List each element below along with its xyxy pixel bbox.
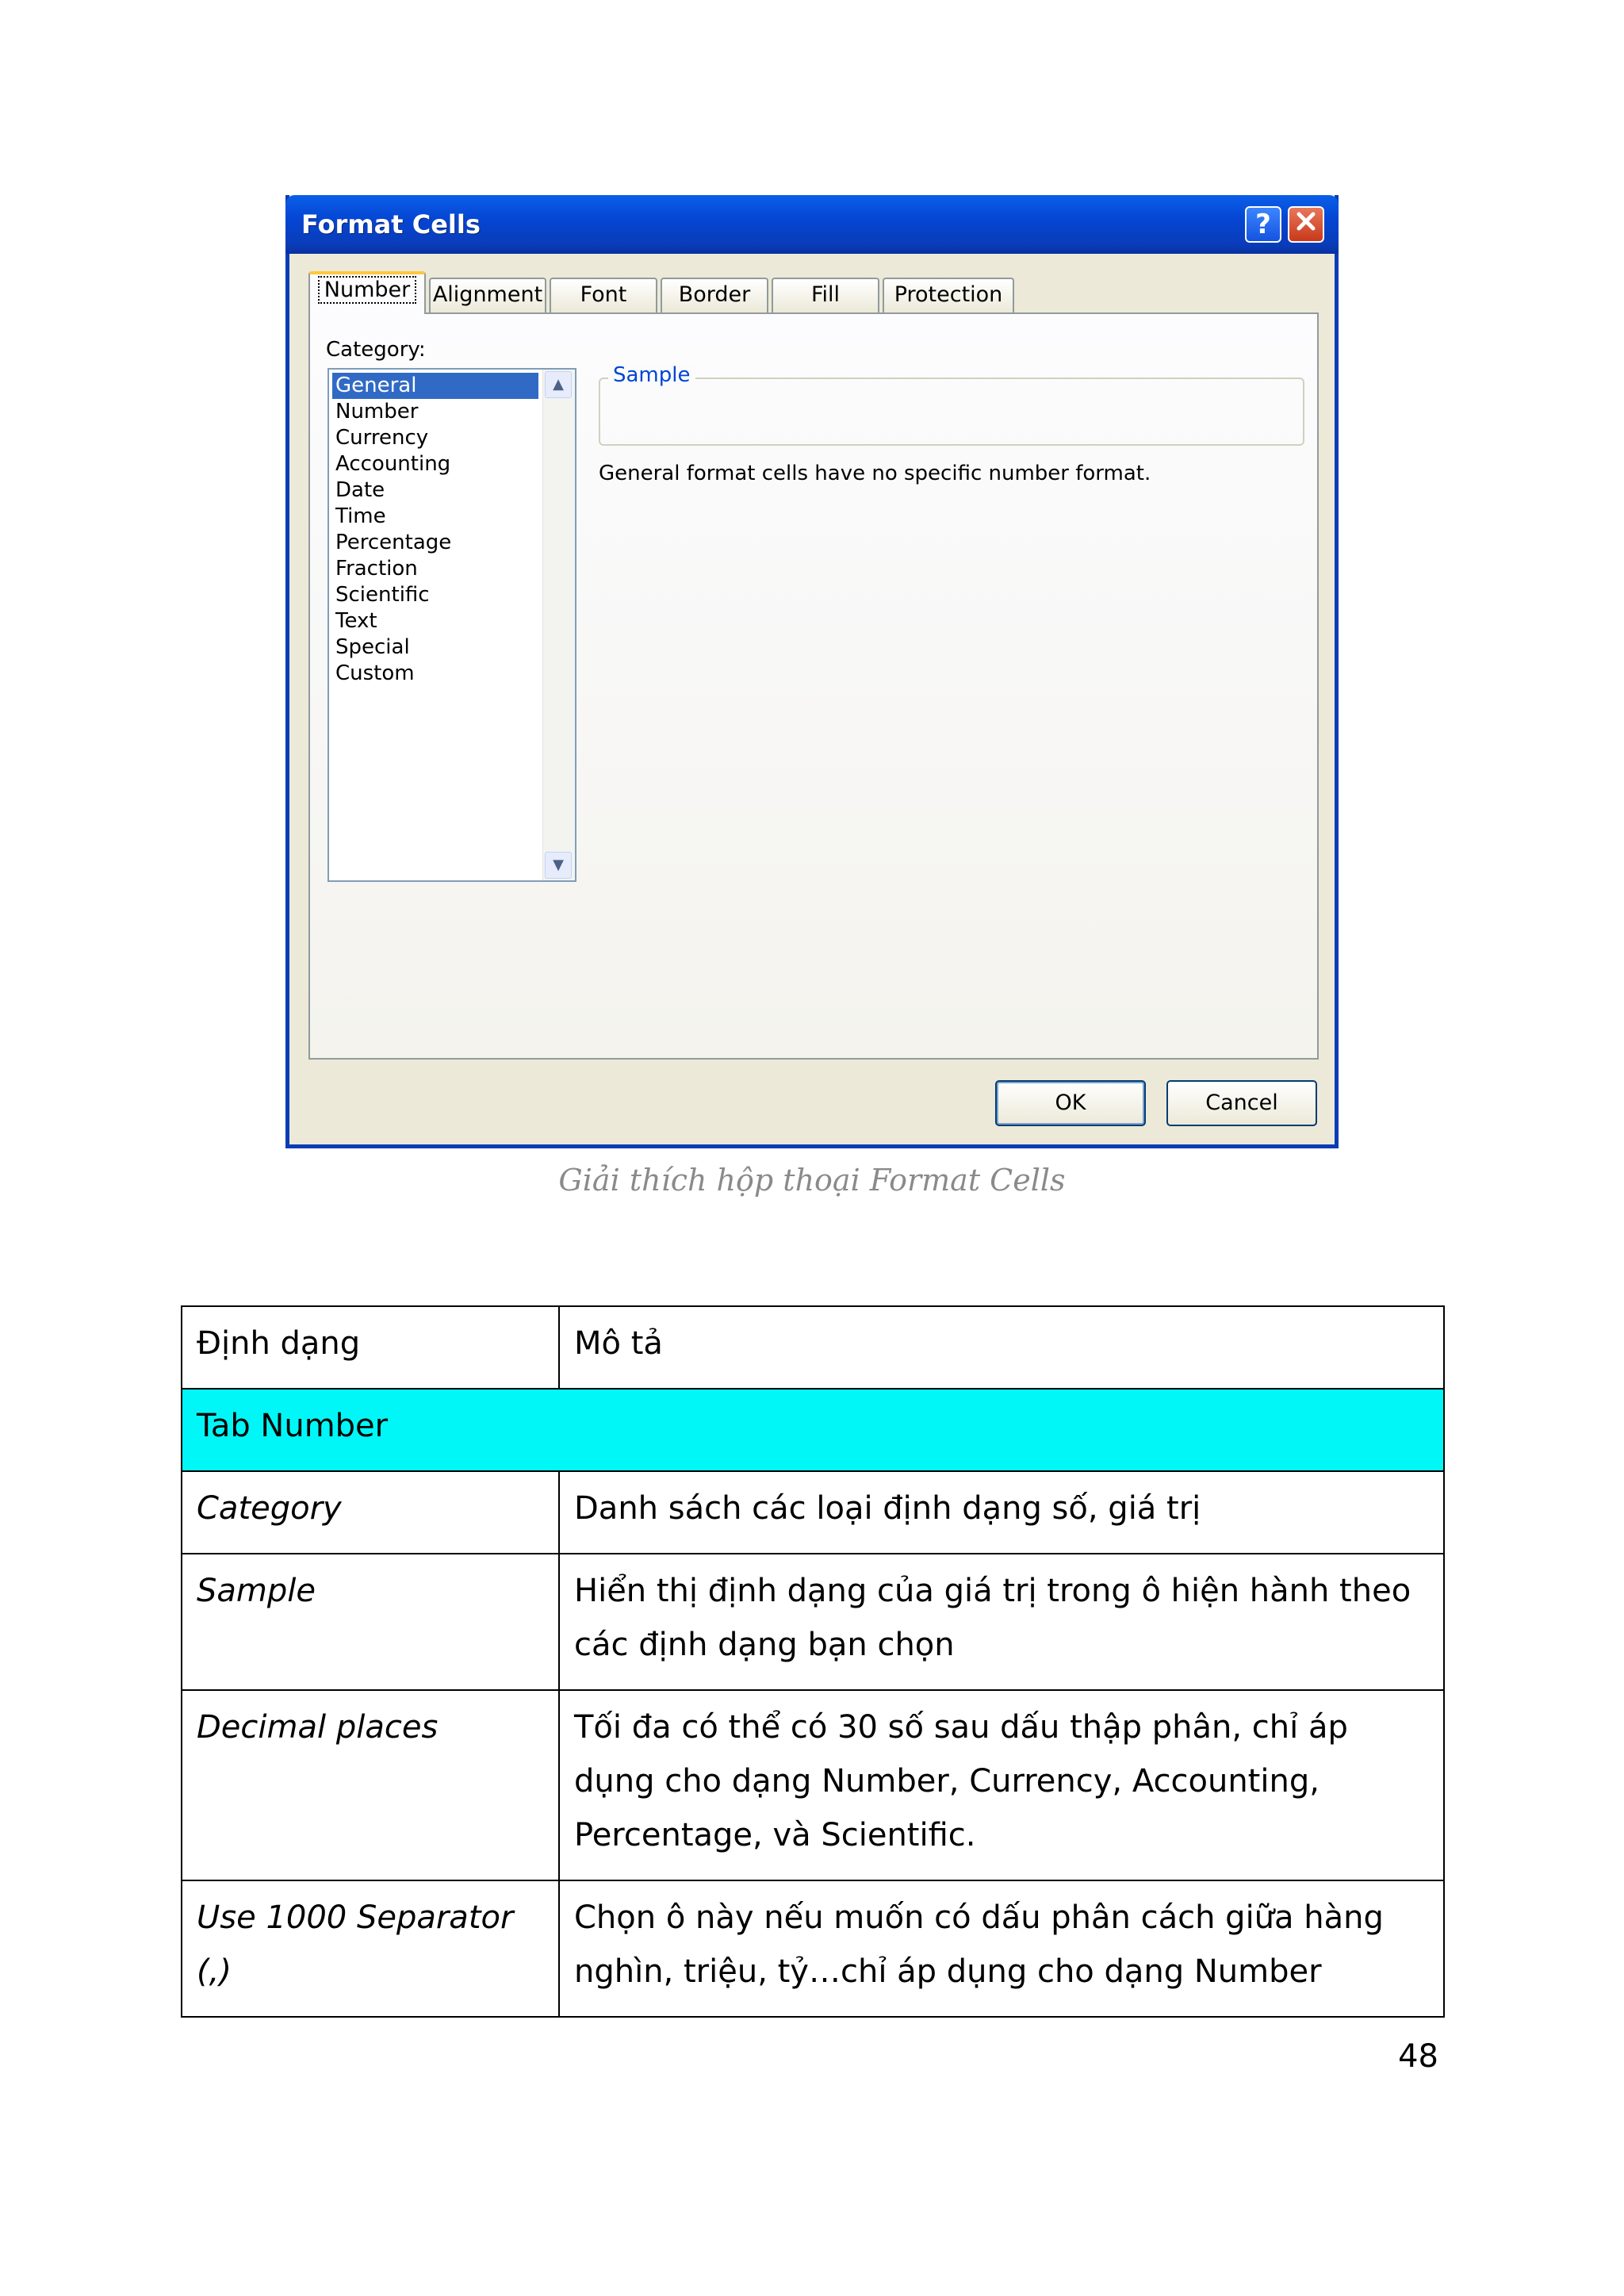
table-row [182,1880,1444,2017]
ok-button[interactable]: OK [995,1080,1146,1126]
category-listbox[interactable] [327,368,576,882]
help-button[interactable]: ? [1245,206,1281,243]
row-term: Use 1000 Separator (,) [182,1880,559,2017]
category-item-text[interactable]: Text [335,609,377,633]
category-item-general[interactable]: General [332,373,538,399]
row-term: Decimal places [182,1690,559,1880]
category-item-scientific[interactable]: Scientific [335,583,430,607]
chevron-down-icon: ▼ [553,857,564,873]
close-button[interactable] [1288,206,1324,243]
cancel-button[interactable]: Cancel [1166,1080,1317,1126]
row-desc: Danh sách các loại định dạng số, giá trị [559,1471,1444,1554]
category-item-custom[interactable]: Custom [335,661,415,685]
sample-groupbox [599,363,1304,446]
scroll-up-button[interactable] [545,371,572,398]
scroll-down-button[interactable] [545,852,572,879]
category-item-currency[interactable]: Currency [335,426,429,450]
title-bar [285,195,1339,254]
category-item-special[interactable]: Special [335,635,410,659]
category-item-time[interactable]: Time [335,504,386,528]
format-description-table [181,1305,1445,2018]
category-label: Category: [326,338,426,362]
tab-border[interactable]: Border [661,278,768,312]
category-scrollbar[interactable] [542,370,575,880]
category-item-number[interactable]: Number [335,400,419,424]
page-number: 48 [1398,2038,1438,2075]
header-format: Định dạng [182,1306,559,1389]
header-description: Mô tả [559,1306,1444,1389]
table-row [182,1690,1444,1880]
row-term: Sample [182,1554,559,1690]
tab-protection[interactable]: Protection [883,278,1014,312]
row-desc: Tối đa có thể có 30 số sau dấu thập phân, chỉ áp dụng cho dạng Number, Currency, Accounting, Percentage, và Scientific. [559,1690,1444,1880]
tab-fill[interactable]: Fill [772,278,879,312]
tab-number-label: Number [318,276,416,304]
figure-caption: Giải thích hộp thoại Format Cells [558,1163,1066,1198]
format-description: General format cells have no specific number format. [599,462,1151,485]
category-item-fraction[interactable]: Fraction [335,557,418,581]
number-tab-panel [308,312,1319,1060]
category-item-percentage[interactable]: Percentage [335,531,452,554]
dialog-title: Format Cells [301,209,481,240]
row-desc: Chọn ô này nếu muốn có dấu phân cách giữa hàng nghìn, triệu, tỷ…chỉ áp dụng cho dạng Number [559,1880,1444,2017]
table-header-row [182,1306,1444,1389]
table-section-row [182,1389,1444,1471]
row-term: Category [182,1471,559,1554]
tab-number[interactable] [308,271,426,314]
format-cells-dialog [285,195,1339,1148]
close-icon [1294,208,1318,241]
row-desc: Hiển thị định dạng của giá trị trong ô hiện hành theo các định dạng bạn chọn [559,1554,1444,1690]
table-row [182,1471,1444,1554]
sample-label: Sample [608,363,695,387]
tab-alignment[interactable]: Alignment [429,278,546,312]
tab-font[interactable]: Font [550,278,657,312]
category-item-accounting[interactable]: Accounting [335,452,451,476]
section-title: Tab Number [182,1389,1444,1471]
category-item-date[interactable]: Date [335,478,385,502]
chevron-up-icon: ▲ [553,376,564,393]
table-row [182,1554,1444,1690]
